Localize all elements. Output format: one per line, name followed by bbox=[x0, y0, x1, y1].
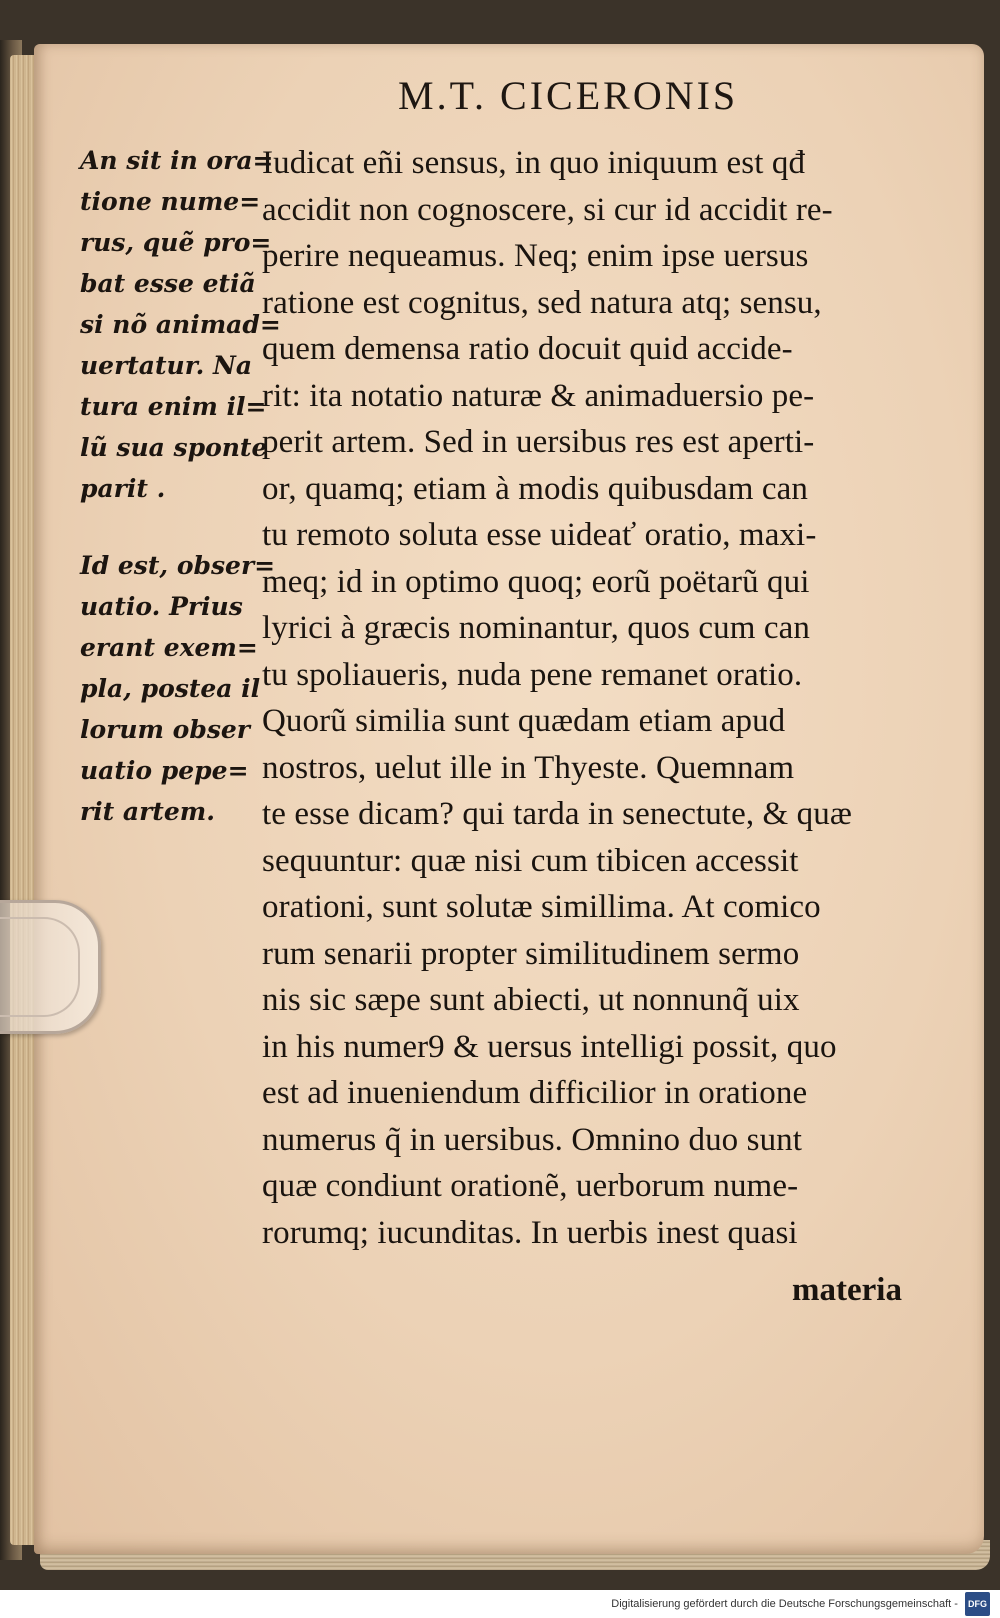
marginal-note bbox=[80, 140, 281, 509]
text-line: quem demensa ratio docuit quid accide- bbox=[262, 331, 793, 367]
text-line: nis sic sæpe sunt abiecti, ut nonnunq̃ uix bbox=[262, 982, 800, 1018]
text-line: meq; id in optimo quoq; eorũ poëtarũ qui bbox=[262, 563, 810, 600]
text-line: perit artem. Sed in uersibus res est aperti- bbox=[262, 424, 815, 460]
text-line: sequuntur: quæ nisi cum tibicen accessit bbox=[262, 842, 799, 879]
paper-clip-inner-loop bbox=[0, 917, 80, 1017]
marginal-note-line: rit artem. bbox=[80, 797, 215, 826]
text-line: tu spoliaueris, nuda pene remanet oratio. bbox=[262, 656, 803, 693]
marginal-note-line: tione nume= bbox=[80, 187, 261, 216]
body-text bbox=[262, 140, 942, 1256]
footer-credit: Digitalisierung gefördert durch die Deutsche Forschungsgemeinschaft - bbox=[611, 1598, 958, 1610]
text-line: or, quamq; etiam à modis quibusdam can bbox=[262, 470, 808, 507]
text-line: tu remoto soluta esse uideať oratio, maxi- bbox=[262, 517, 817, 553]
marginal-note bbox=[80, 545, 276, 832]
marginal-note-line: tura enim il= bbox=[80, 392, 267, 421]
marginalia bbox=[80, 140, 281, 832]
text-line: lyrici à græcis nominantur, quos cum can bbox=[262, 610, 810, 646]
text-line: in his numer9 & uersus intelligi possit, quo bbox=[262, 1028, 837, 1065]
text-line: accidit non cognoscere, si cur id accidit re- bbox=[262, 191, 833, 228]
text-line: est ad inueniendum difficilior in oratione bbox=[262, 1075, 808, 1111]
text-line: rorumq; iucunditas. In uerbis inest quasi bbox=[262, 1214, 798, 1251]
text-line: rit: ita notatio naturæ & animaduersio pe- bbox=[262, 377, 815, 414]
text-line: Iudicat eñi sensus, in quo iniquum est qđ bbox=[262, 145, 806, 181]
marginal-note-line: uatio. Prius bbox=[80, 592, 243, 621]
marginal-note-line: lũ sua sponte bbox=[80, 433, 268, 462]
marginal-note-line: parit . bbox=[80, 474, 166, 503]
dfg-logo: DFG bbox=[965, 1592, 990, 1616]
catchword: materia bbox=[792, 1272, 902, 1308]
text-line: rum senarii propter similitudinem sermo bbox=[262, 935, 800, 972]
marginal-note-line: bat esse etiã bbox=[80, 269, 256, 298]
marginal-note-line: An sit in ora= bbox=[80, 146, 274, 175]
marginal-note-line: rus, quẽ pro= bbox=[80, 228, 272, 257]
digitization-footer bbox=[0, 1592, 990, 1614]
marginal-note-line: lorum obser bbox=[80, 715, 250, 744]
marginal-note-line: erant exem= bbox=[80, 633, 258, 662]
text-line: numerus q̃ in uersibus. Omnino duo sunt bbox=[262, 1121, 803, 1158]
text-line: orationi, sunt solutæ simillima. At comico bbox=[262, 889, 821, 925]
text-line: perire nequeamus. Neq; enim ipse uersus bbox=[262, 238, 809, 274]
text-line: nostros, uelut ille in Thyeste. Quemnam bbox=[262, 749, 795, 786]
marginal-note-line: uatio pepe= bbox=[80, 756, 249, 785]
marginal-note-line: Id est, obser= bbox=[80, 551, 276, 580]
marginal-note-line: uertatur. Na bbox=[80, 351, 253, 380]
text-line: Quorũ similia sunt quædam etiam apud bbox=[262, 703, 786, 739]
running-head: M.T. CICERONIS bbox=[398, 73, 739, 118]
text-line: ratione est cognitus, sed natura atq; sensu, bbox=[262, 284, 822, 321]
marginal-note-line: si nõ animad= bbox=[80, 310, 281, 339]
marginal-note-line: pla, postea il bbox=[80, 674, 261, 703]
text-line: te esse dicam? qui tarda in senectute, & quæ bbox=[262, 796, 852, 832]
text-line: quæ condiunt orationẽ, uerborum nume- bbox=[262, 1168, 799, 1204]
paper-clip bbox=[0, 900, 101, 1034]
